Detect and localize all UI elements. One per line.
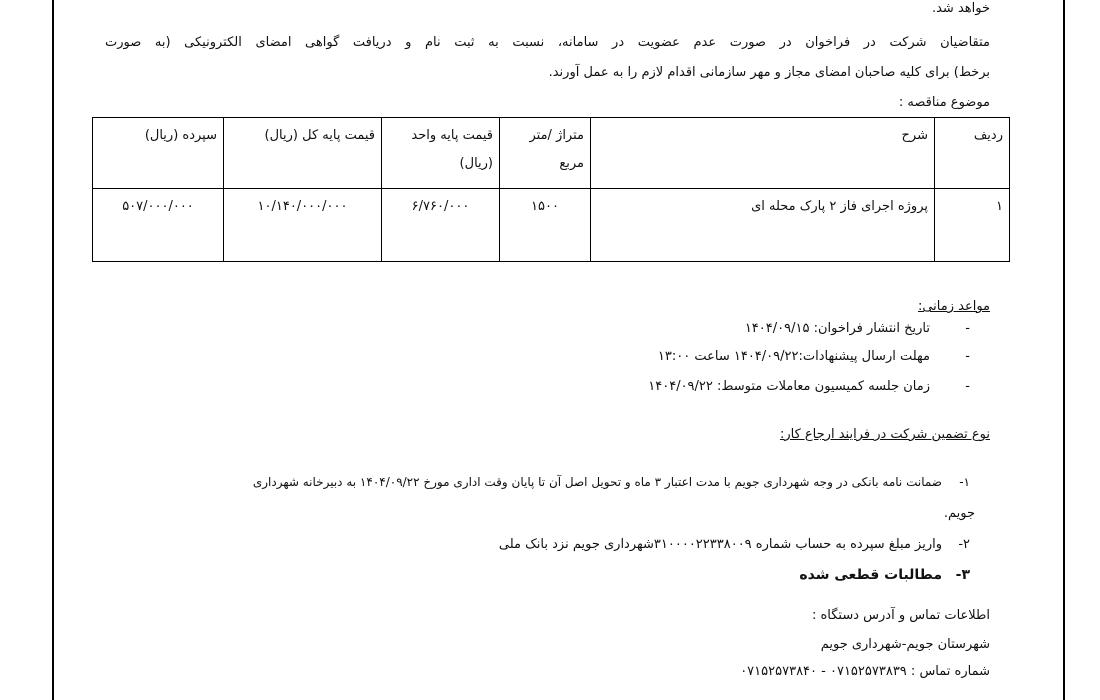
header-total-price: قیمت پایه کل (ریال)	[224, 118, 382, 189]
schedule-title: مواعد زمانی:	[917, 299, 990, 314]
guarantee-item-text: ضمانت نامه بانکی در وجه شهرداری جویم با مدت اعتبار ۳ ماه و تحویل اصل آن تا پایان وقت اداری مورخ ۱۴۰۴/۰۹/۲۲ به دبیرخانه شهرداری	[252, 475, 942, 489]
item-marker: ۳-	[955, 567, 970, 583]
cell-total-price: ۱۰/۱۴۰/۰۰۰/۰۰۰	[224, 189, 382, 262]
page-border-right	[1063, 0, 1065, 700]
tender-table	[92, 117, 1010, 262]
table-header-row	[93, 118, 1010, 189]
schedule-item	[745, 320, 970, 338]
header-row-number: ردیف	[935, 118, 1010, 189]
intro-line-0: خواهد شد.	[931, 1, 990, 16]
cell-area: ۱۵۰۰	[500, 189, 591, 262]
header-deposit: سپرده (ریال)	[93, 118, 224, 189]
guarantee-item-text: مطالبات قطعی شده	[799, 567, 942, 583]
item-marker: ۱-	[959, 475, 970, 489]
schedule-item	[648, 378, 970, 396]
schedule-item	[658, 348, 970, 366]
schedule-item-text: زمان جلسه کمیسیون معاملات متوسط: ۱۴۰۴/۰۹/۲۲	[648, 379, 930, 394]
guarantee-title: نوع تضمین شرکت در فرایند ارجاع کار:	[779, 427, 990, 442]
contact-title: اطلاعات تماس و آدرس دستگاه :	[811, 608, 990, 623]
guarantee-item	[253, 473, 970, 491]
cell-description: پروژه اجرای فاز ۲ پارک محله ای	[591, 189, 935, 262]
subject-label: موضوع مناقصه :	[898, 95, 990, 110]
header-description: شرح	[591, 118, 935, 189]
schedule-item-text: تاریخ انتشار فراخوان: ۱۴۰۴/۰۹/۱۵	[744, 321, 930, 336]
schedule-item-text: مهلت ارسال پیشنهادات:۱۴۰۴/۰۹/۲۲ ساعت ۱۳:۰۰	[657, 349, 930, 364]
guarantee-item	[499, 536, 970, 554]
header-unit-price: قیمت پایه واحد (ریال)	[382, 118, 500, 189]
guarantee-item-text: واریز مبلغ سپرده به حساب شماره ۳۱۰۰۰۰۲۲۳۳۸۰۰۹شهرداری جویم نزد بانک ملی	[498, 537, 942, 552]
contact-address: شهرستان جویم-شهرداری جویم	[820, 637, 990, 652]
contact-phone: شماره تماس : ۰۷۱۵۲۵۷۳۸۳۹ - ۰۷۱۵۲۵۷۳۸۴۰	[740, 664, 990, 679]
intro-line-1: متقاضیان شرکت در فراخوان در صورت عدم عضویت در سامانه، نسبت به ثبت نام و دریافت گواهی امضای الکترونیکی (به صورت	[105, 35, 990, 50]
cell-deposit: ۵۰۷/۰۰۰/۰۰۰	[93, 189, 224, 262]
header-area: متراژ /متر مربع	[500, 118, 591, 189]
guarantee-item-continuation: جویم.	[943, 506, 975, 521]
item-marker: ۲-	[958, 537, 970, 552]
table-row	[93, 189, 1010, 262]
guarantee-item	[799, 566, 970, 584]
page-border-left	[52, 0, 54, 700]
bullet: -	[965, 349, 970, 364]
intro-line-2: برخط) برای کلیه صاحبان امضای مجاز و مهر سازمانی اقدام لازم را به عمل آورند.	[548, 65, 990, 80]
bullet: -	[965, 321, 970, 336]
cell-unit-price: ۶/۷۶۰/۰۰۰	[382, 189, 500, 262]
cell-row-number: ۱	[935, 189, 1010, 262]
bullet: -	[965, 379, 970, 394]
